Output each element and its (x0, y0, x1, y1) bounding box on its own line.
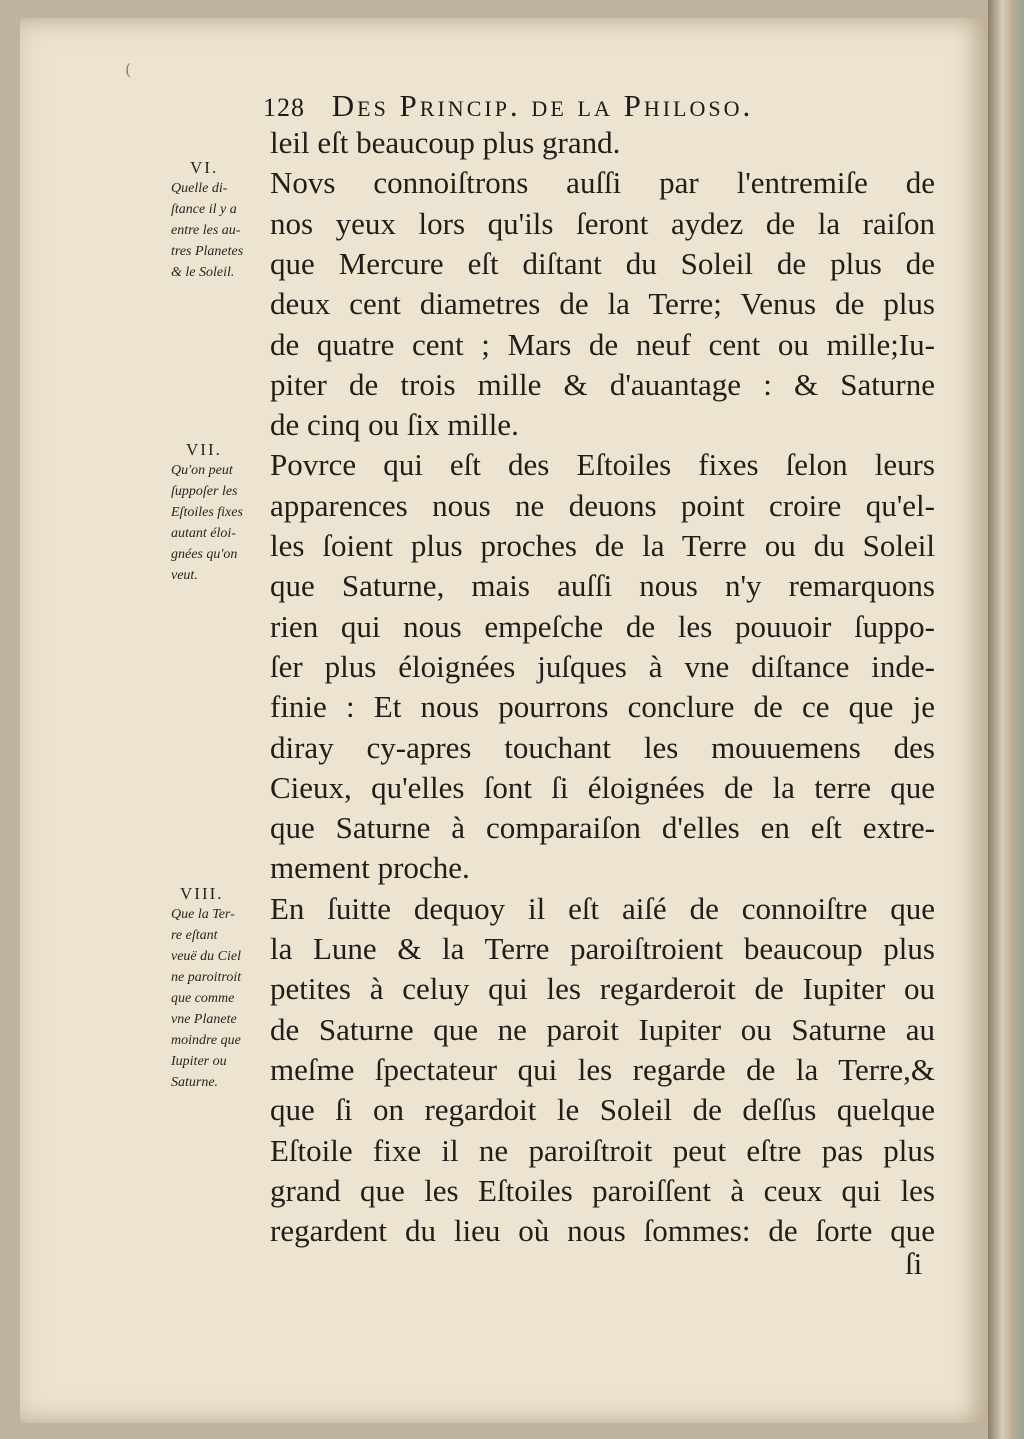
text-line: que ſi on regardoit le Soleil de deſſus quelque (270, 1092, 935, 1128)
running-title: Des Princip. de la Philoso. (331, 88, 754, 123)
margin-note-text (171, 460, 263, 586)
note-line: Quelle di- (171, 181, 228, 196)
note-line: entre les au- (171, 223, 241, 238)
running-head (263, 88, 753, 124)
text-line: piter de trois mille & d'auantage : & Saturne (270, 366, 935, 402)
note-line: ſuppoſer les (171, 484, 238, 499)
note-line: ne paroitroit (171, 970, 242, 985)
margin-note-number: VIII. (180, 884, 224, 903)
margin-note-number: VI. (190, 158, 219, 177)
text-line: Povrce qui eſt des Eſtoiles fixes ſelon leurs (270, 447, 935, 483)
text-line: rien qui nous empeſche de les pouuoir ſuppo- (270, 608, 935, 644)
text-line: de quatre cent ; Mars de neuf cent ou mille;Iu- (270, 326, 935, 362)
text-line: En ſuitte dequoy il eſt aiſé de connoiſtre que (270, 890, 935, 926)
note-line: vne Planete (171, 1012, 237, 1027)
note-line: re eſtant (171, 928, 218, 943)
note-line: Iupiter ou (171, 1054, 227, 1069)
text-line: que Mercure eſt diſtant du Soleil de plus de (270, 245, 935, 281)
note-line: autant éloi- (171, 526, 236, 541)
text-line: Novs connoiſtrons auſſi par l'entremiſe de (270, 165, 935, 201)
text-line: que Saturne à comparaiſon d'elles en eſt extre- (270, 810, 935, 846)
text-line: Cieux, qu'elles ſont ſi éloignées de la terre que (270, 769, 935, 805)
text-line: Eſtoile fixe il ne paroiſtroit peut eſtre pas plus (270, 1132, 935, 1168)
note-line: Qu'on peut (171, 463, 233, 478)
note-line: Saturne. (171, 1075, 219, 1090)
page-number: 128 (263, 93, 305, 122)
text-line: diray cy-apres touchant les mouuemens des (270, 729, 935, 765)
note-line: & le Soleil. (171, 265, 235, 280)
text-line: ſer plus éloignées juſques à vne diſtance inde- (270, 648, 935, 684)
text-line: mement proche. (270, 850, 470, 886)
note-line: moindre que (171, 1033, 241, 1048)
text-line: meſme ſpectateur qui les regarde de la Terre,& (270, 1051, 935, 1087)
note-line: que comme (171, 991, 235, 1006)
catchword: ſi (905, 1246, 923, 1281)
margin-note-text (171, 178, 263, 283)
text-line: apparences nous ne deuons point croire qu'el- (270, 487, 935, 523)
note-line: ſtance il y a (171, 202, 237, 217)
note-line: veut. (171, 568, 198, 583)
text-line: grand que les Eſtoiles paroiſſent à ceux qui les (270, 1172, 935, 1208)
note-line: tres Planetes (171, 244, 244, 259)
note-line: Eſtoiles fixes (171, 505, 243, 520)
text-line: nos yeux lors qu'ils ſeront aydez de la raiſon (270, 205, 935, 241)
text-line: que Saturne, mais auſſi nous n'y remarquons (270, 568, 935, 604)
margin-mark: ( (125, 60, 132, 79)
text-line: finie : Et nous pourrons conclure de ce que je (270, 689, 935, 725)
text-line: de cinq ou ſix mille. (270, 407, 519, 443)
text-line: leil eſt beaucoup plus grand. (270, 125, 621, 160)
text-line: les ſoient plus proches de la Terre ou du Soleil (270, 528, 935, 563)
note-line: gnées qu'on (171, 547, 238, 562)
note-line: Que la Ter- (171, 907, 235, 922)
text-line: la Lune & la Terre paroiſtroient beaucoup plus (270, 931, 935, 966)
text-line: regardent du lieu où nous ſommes: de ſorte que (270, 1213, 935, 1249)
note-line: veuë du Ciel (171, 949, 241, 964)
text-line: deux cent diametres de la Terre; Venus de plus (270, 286, 935, 322)
text-line: de Saturne que ne paroit Iupiter ou Saturne au (270, 1011, 935, 1047)
margin-note-text (171, 904, 263, 1093)
page-gutter (988, 0, 1024, 1439)
text-line: petites à celuy qui les regarderoit de Iupiter ou (270, 971, 935, 1007)
margin-note-number: VII. (186, 440, 222, 459)
